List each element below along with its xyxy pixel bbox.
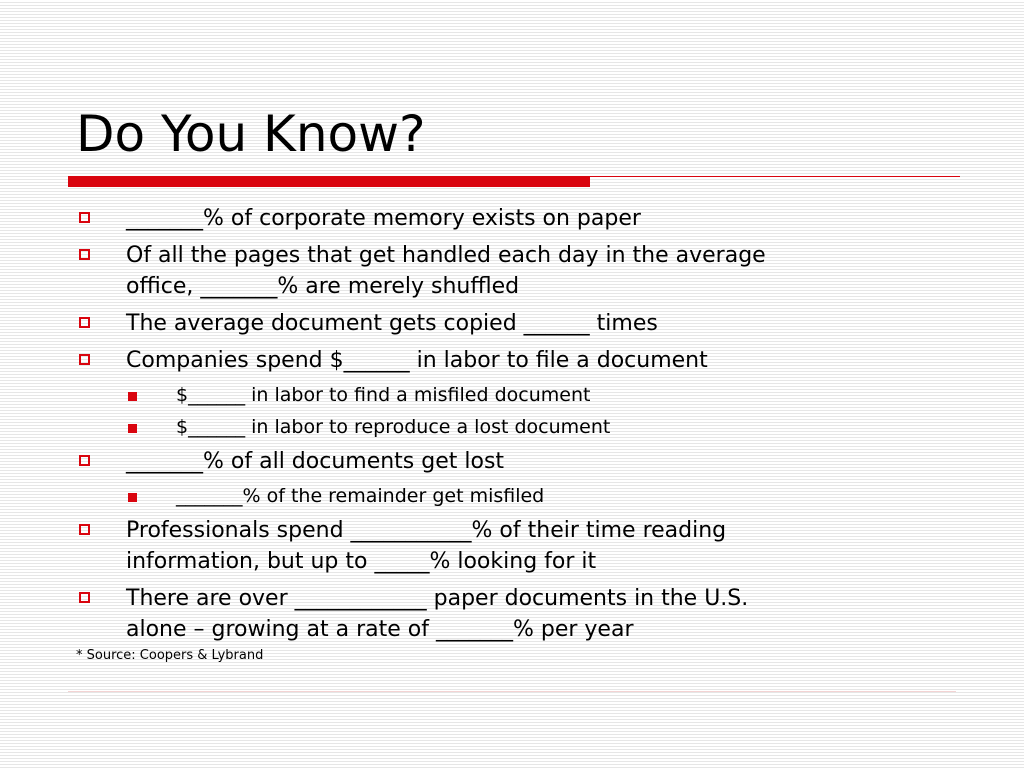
bullet-item: [76, 446, 956, 477]
bullet-text-line: office, _______% are merely shuffled: [126, 274, 520, 299]
sub-bullet-text-line: _______% of the remainder get misfiled: [176, 485, 545, 507]
bullet-text-line: Of all the pages that get handled each day in the average: [126, 243, 766, 268]
sub-bullet-text-line: $______ in labor to find a misfiled document: [176, 384, 591, 406]
bullet-item: [76, 308, 956, 339]
filled-square-bullet-icon: [128, 493, 137, 502]
bullet-text-line: The average document gets copied ______ times: [126, 311, 658, 336]
bullet-text-line: There are over ____________ paper documents in the U.S.: [126, 586, 749, 611]
hollow-square-bullet-icon: [79, 524, 90, 535]
bullet-text-line: information, but up to _____% looking for it: [126, 549, 597, 574]
footer-divider: [68, 691, 956, 692]
bullet-text-line: Companies spend $______ in labor to file a document: [126, 348, 708, 373]
bullet-item: [76, 515, 956, 577]
hollow-square-bullet-icon: [79, 317, 90, 328]
bullet-list: [76, 203, 956, 665]
bullet-item: [76, 240, 956, 302]
bullet-item: [76, 345, 956, 376]
source-note: * Source: Coopers & Lybrand: [76, 648, 264, 663]
sub-bullet-item: [76, 382, 956, 409]
slide-title: Do You Know?: [76, 105, 426, 163]
bullet-item: [76, 203, 956, 234]
hollow-square-bullet-icon: [79, 592, 90, 603]
filled-square-bullet-icon: [128, 424, 137, 433]
title-underline-thick: [68, 176, 590, 187]
filled-square-bullet-icon: [128, 392, 137, 401]
bullet-item: [76, 583, 956, 645]
hollow-square-bullet-icon: [79, 249, 90, 260]
bullet-text-line: _______% of corporate memory exists on paper: [126, 206, 641, 231]
hollow-square-bullet-icon: [79, 354, 90, 365]
sub-bullet-text-line: $______ in labor to reproduce a lost document: [176, 416, 611, 438]
bullet-text-line: _______% of all documents get lost: [126, 449, 505, 474]
bullet-text-line: alone – growing at a rate of _______% per year: [126, 617, 634, 642]
sub-bullet-item: [76, 414, 956, 441]
sub-bullet-item: [76, 483, 956, 510]
hollow-square-bullet-icon: [79, 455, 90, 466]
title-underline-thin: [590, 176, 960, 177]
bullet-text-line: Professionals spend ___________% of their time reading: [126, 518, 727, 543]
hollow-square-bullet-icon: [79, 212, 90, 223]
